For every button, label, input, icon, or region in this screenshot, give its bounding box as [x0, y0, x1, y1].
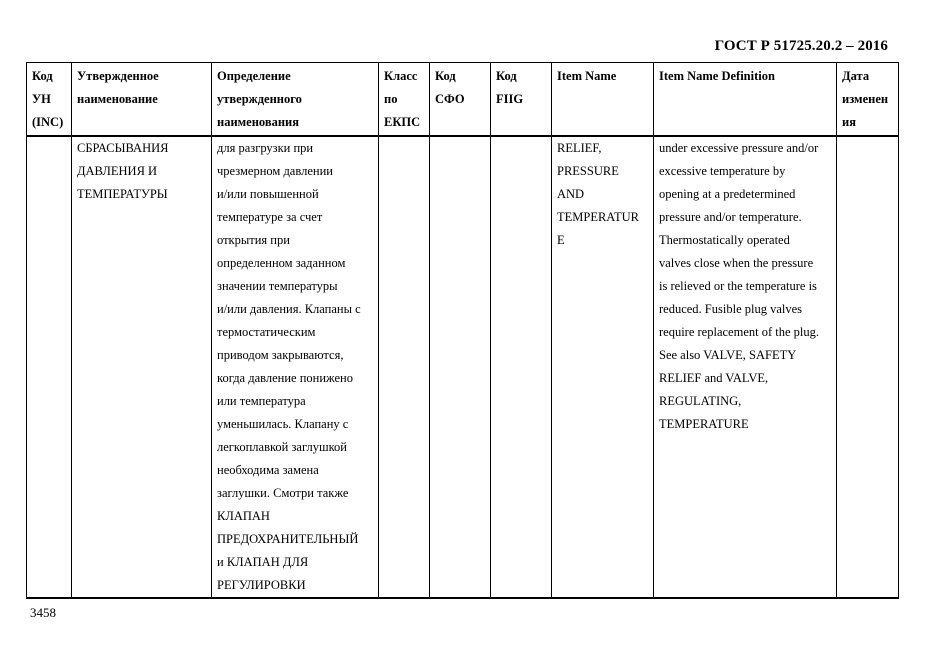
header-definition-ru: Определение утвержденного наименования: [212, 63, 379, 137]
cell-change-date: [837, 136, 899, 598]
cell-inc: [27, 136, 72, 598]
cell-item-name: RELIEF, PRESSURE AND TEMPERATUR E: [552, 136, 654, 598]
header-inc: Код УН (INC): [27, 63, 72, 137]
cell-definition-ru: для разгрузки при чрезмерном давлении и/или повышенной температуре за счет открытия при определенном заданном значении температуры и/или давления. Клапаны с термостатическим приводом закрываются, когда давление понижено или температура уменьшилась. Клапану с легкоплавкой заглушкой необходима замена заглушки. Смотри также КЛАПАН ПРЕДОХРАНИТЕЛЬНЫЙ и КЛАПАН ДЛЯ РЕГУЛИРОВКИ: [212, 136, 379, 598]
cell-ekps-class: [379, 136, 430, 598]
nomenclature-table: [26, 62, 899, 599]
cell-item-name-definition: under excessive pressure and/or excessive temperature by opening at a predetermined pressure and/or temperature. Thermostatically operated valves close when the pressure is relieved or the temperature is reduced. Fusible plug valves require replacement of the plug. See also VALVE, SAFETY RELIEF and VALVE, REGULATING, TEMPERATURE: [654, 136, 837, 598]
table-row: [27, 136, 899, 598]
header-item-name-definition: Item Name Definition: [654, 63, 837, 137]
cell-fiig-code: [491, 136, 552, 598]
table-header-row: [27, 63, 899, 137]
cell-approved-name: СБРАСЫВАНИЯ ДАВЛЕНИЯ И ТЕМПЕРАТУРЫ: [72, 136, 212, 598]
header-ekps-class: Класс по ЕКПС: [379, 63, 430, 137]
standard-header: ГОСТ Р 51725.20.2 – 2016: [714, 38, 888, 54]
cell-sfo-code: [430, 136, 491, 598]
page-number: 3458: [30, 605, 56, 620]
header-item-name: Item Name: [552, 63, 654, 137]
header-approved-name: Утвержденное наименование: [72, 63, 212, 137]
header-fiig-code: Код FIIG: [491, 63, 552, 137]
header-sfo-code: Код СФО: [430, 63, 491, 137]
header-change-date: Дата изменен ия: [837, 63, 899, 137]
